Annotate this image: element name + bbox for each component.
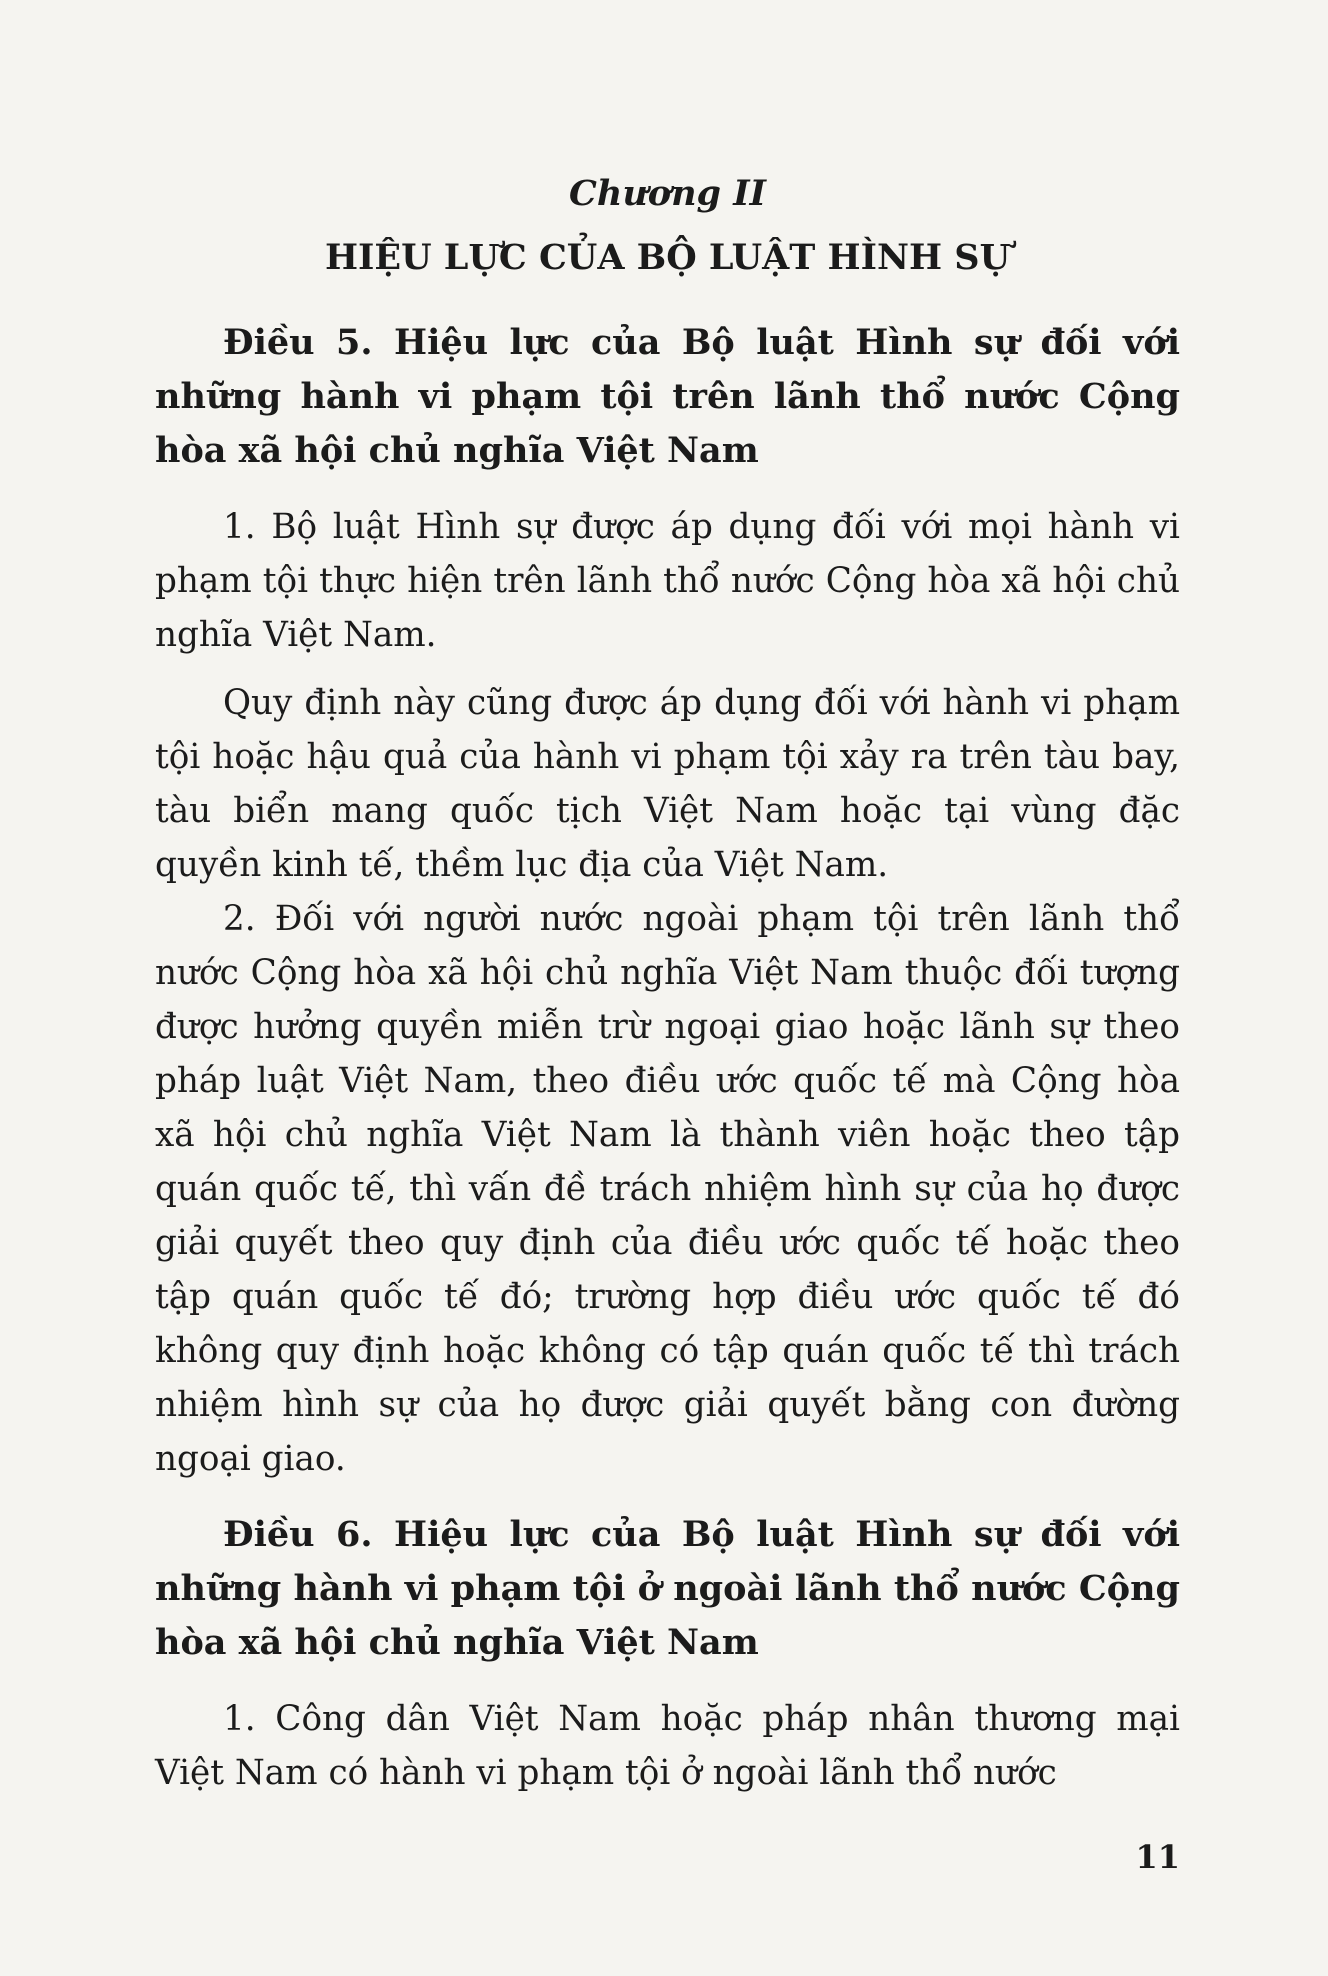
article-5-paragraph-2: Quy định này cũng được áp dụng đối với hành vi phạm tội hoặc hậu quả của hành vi phạm tội xảy ra trên tàu bay, tàu biển mang quốc tịch Việt Nam hoặc tại vùng đặc quyền kinh tế, thềm lục địa của Việt Nam.: [155, 683, 1180, 885]
article-5-paragraph-3: 2. Đối với người nước ngoài phạm tội trên lãnh thổ nước Cộng hòa xã hội chủ nghĩa Việt Nam thuộc đối tượng được hưởng quyền miễn trừ ngoại giao hoặc lãnh sự theo pháp luật Việt Nam, theo điều ước quốc tế mà Cộng hòa xã hội chủ nghĩa Việt Nam là thành viên hoặc theo tập quán quốc tế, thì vấn đề trách nhiệm hình sự của họ được giải quyết theo quy định của điều ước quốc tế hoặc theo tập quán quốc tế đó; trường hợp điều ước quốc tế đó không quy định hoặc không có tập quán quốc tế thì trách nhiệm hình sự của họ được giải quyết bằng con đường ngoại giao.: [155, 899, 1180, 1479]
chapter-title: HIỆU LỰC CỦA BỘ LUẬT HÌNH SỰ: [324, 237, 1011, 278]
article-5-heading: Điều 5. Hiệu lực của Bộ luật Hình sự đối với những hành vi phạm tội trên lãnh thổ nước Cộng hòa xã hội chủ nghĩa Việt Nam: [155, 322, 1180, 471]
article-6-heading: Điều 6. Hiệu lực của Bộ luật Hình sự đối với những hành vi phạm tội ở ngoài lãnh thổ nước Cộng hòa xã hội chủ nghĩa Việt Nam: [155, 1514, 1180, 1663]
article-5-paragraph-1: 1. Bộ luật Hình sự được áp dụng đối với mọi hành vi phạm tội thực hiện trên lãnh thổ nước Cộng hòa xã hội chủ nghĩa Việt Nam.: [155, 507, 1180, 655]
page-number: 11: [1135, 1838, 1180, 1876]
chapter-label: Chương II: [569, 173, 766, 214]
article-6-paragraph-1: 1. Công dân Việt Nam hoặc pháp nhân thương mại Việt Nam có hành vi phạm tội ở ngoài lãnh thổ nước: [155, 1699, 1180, 1793]
